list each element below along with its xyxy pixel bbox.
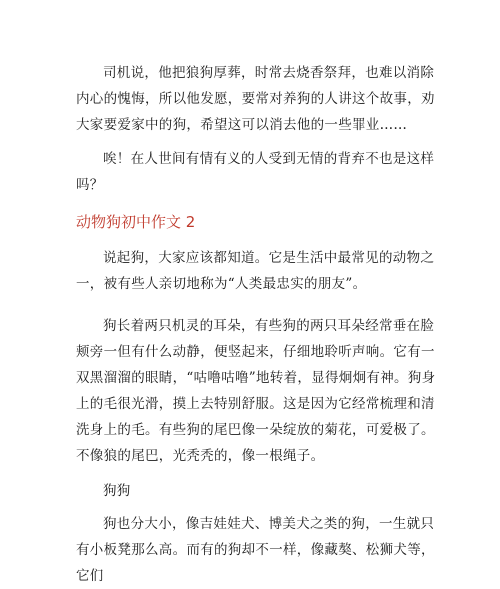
story-paragraph-2: 唉！在人世间有情有义的人受到无情的背弃不也是这样吗？ (76, 151, 435, 193)
section-paragraph-3: 狗狗 (103, 483, 131, 499)
section-paragraph-1: 说起狗，大家应该都知道。它是生活中最常见的动物之一，被有些人亲切地称为“人类最忠实的朋友”。 (76, 250, 435, 292)
section-paragraph-4: 狗也分大小，像吉娃娃犬、博美犬之类的狗，一生就只有小板凳那么高。而有的狗却不一样，像藏獒、松狮犬等，它们 (76, 516, 435, 584)
section-paragraph-2: 狗长着两只机灵的耳朵，有些狗的两只耳朵经常垂在脸颊旁一但有什么动静，便竖起来，仔细地聆听声响。它有一双黑溜溜的眼睛，“咕噜咕噜”地转着，显得炯炯有神。狗身上的毛很光滑，摸上去特别舒服。这是因为它经常梳理和清洗身上的毛。有些狗的尾巴像一朵绽放的菊花，可爱极了。不像狼的尾巴，光秃秃的，像一根绳子。 (76, 318, 436, 464)
story-paragraph-1: 司机说，他把狼狗厚葬，时常去烧香祭拜，也难以消除内心的愧悔，所以他发愿，要常对养狗的人讲这个故事，劝大家要爱家中的狗，希望这可以消去他的一些罪业…… (76, 65, 435, 133)
section-title: 动物狗初中作文 2 (76, 213, 196, 231)
